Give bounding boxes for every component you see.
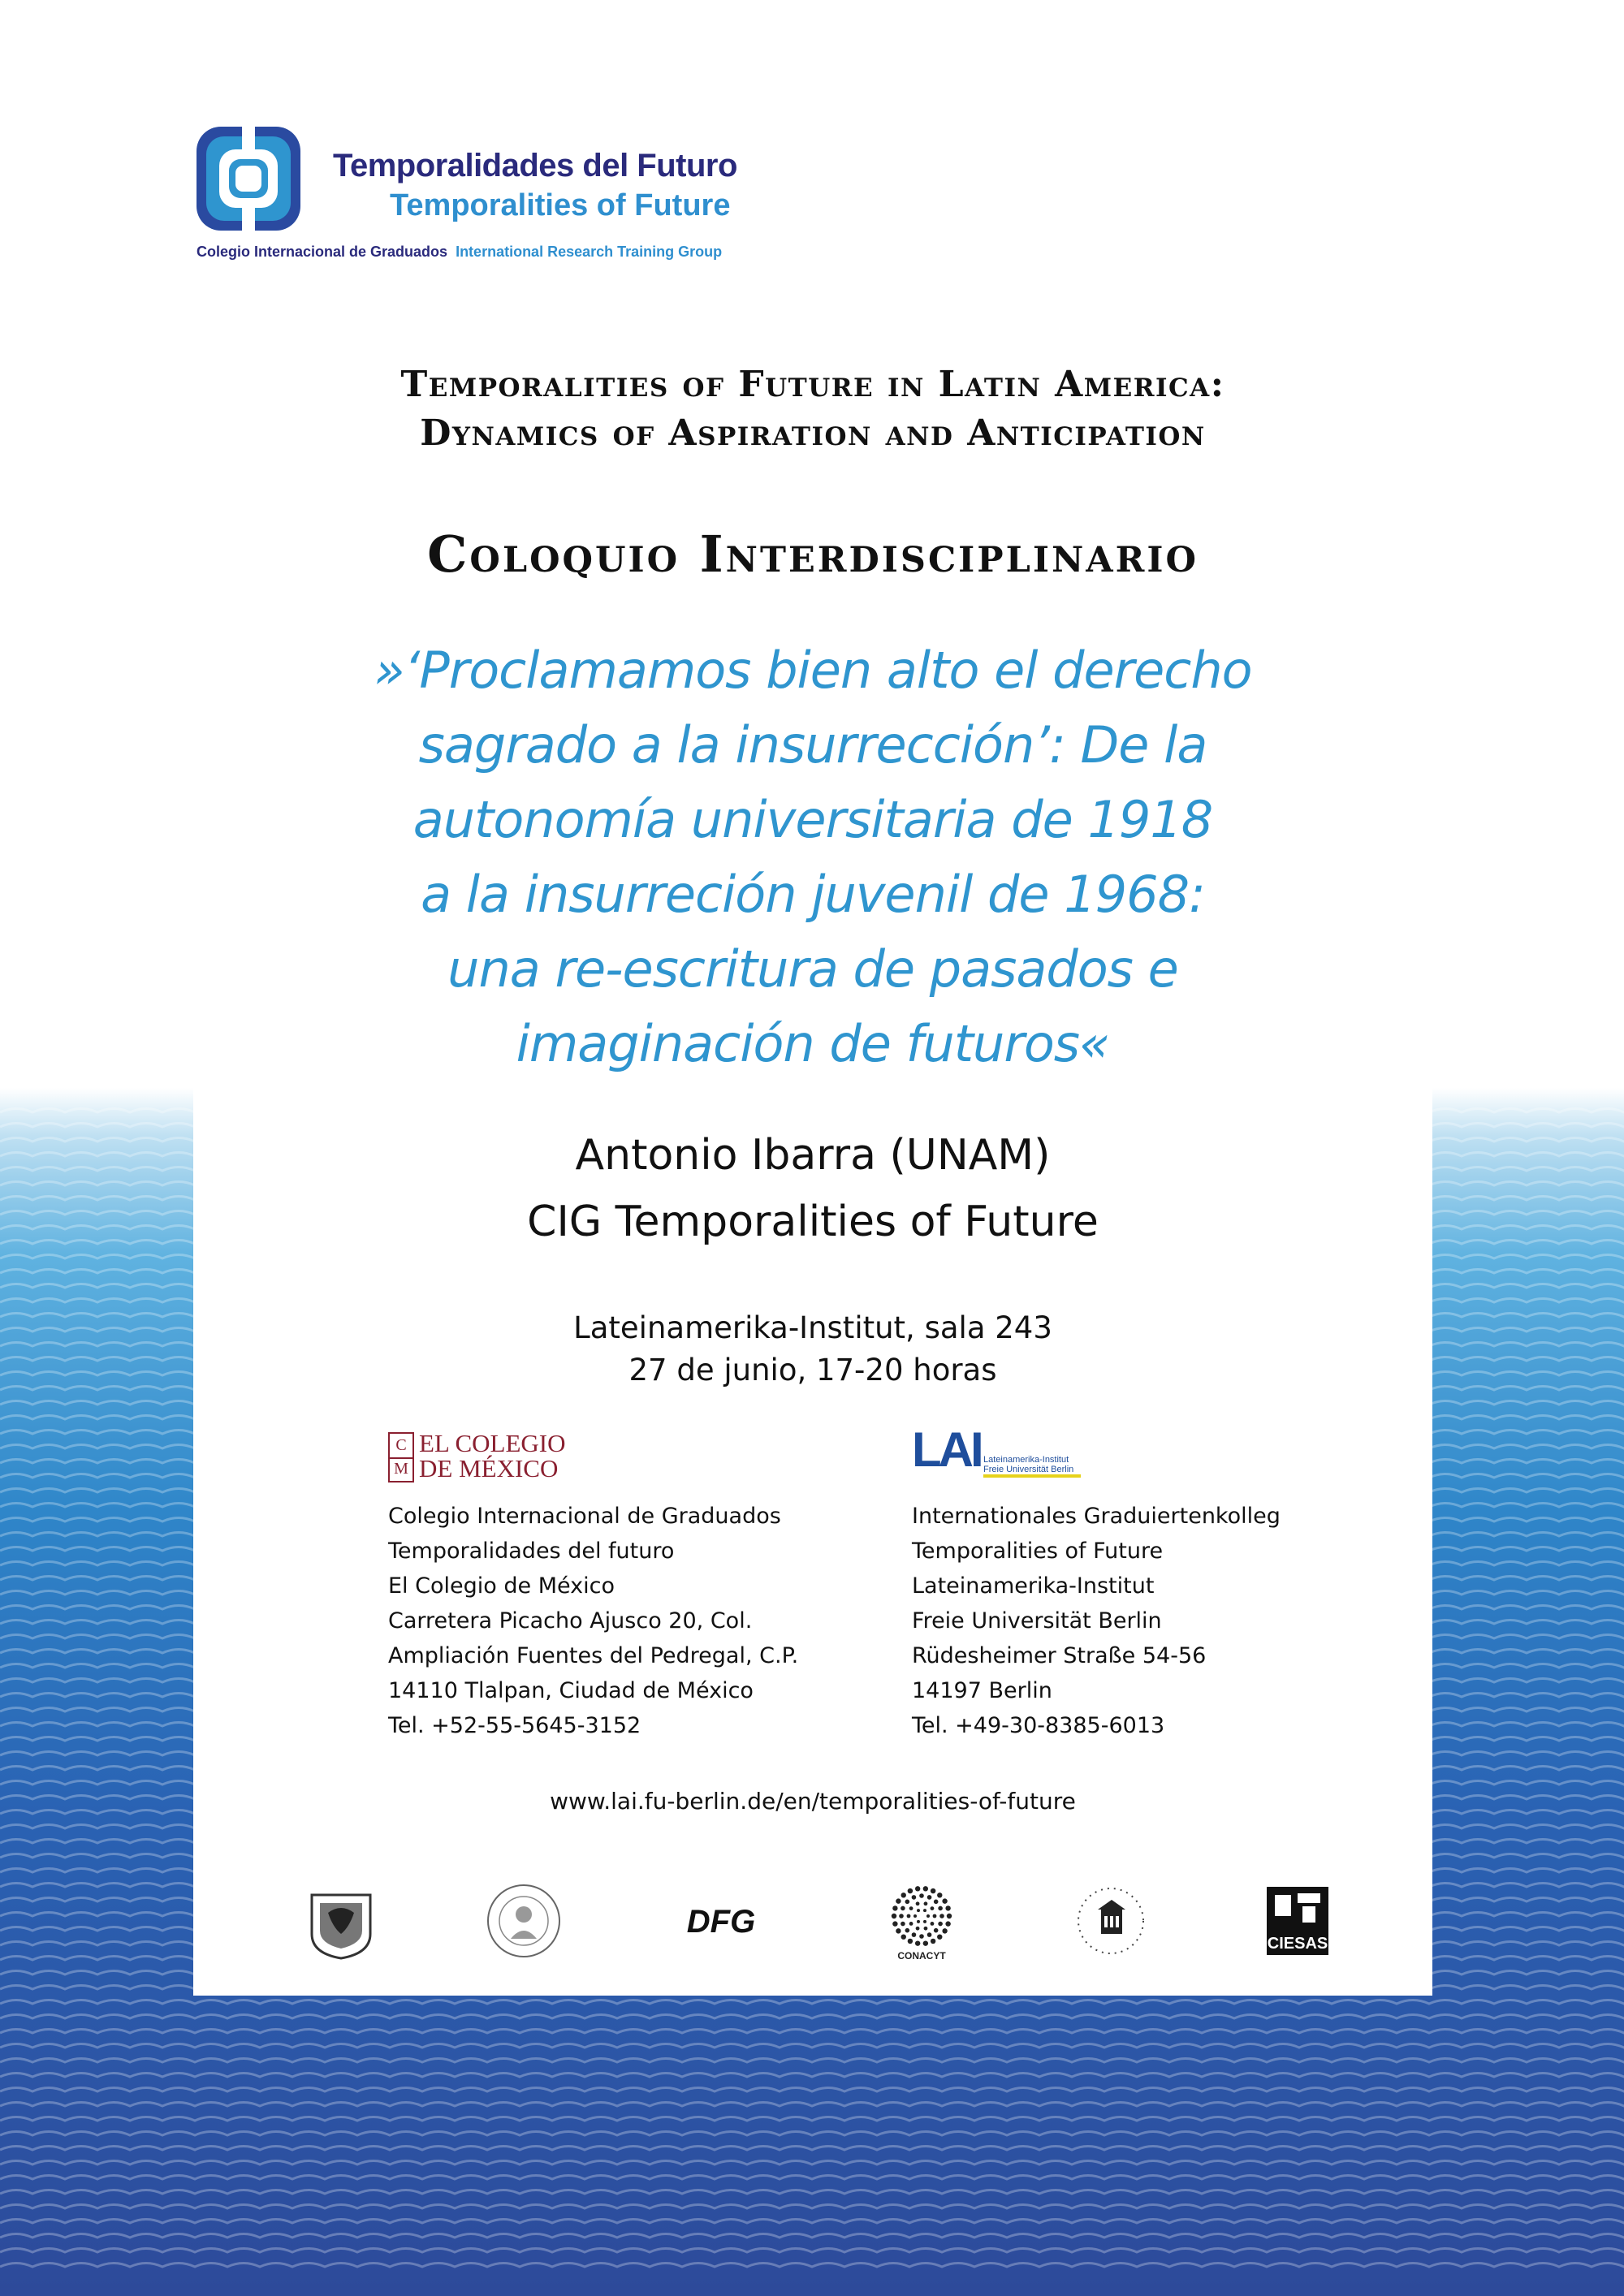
conacyt-dot	[923, 1909, 926, 1912]
wave-line	[0, 2044, 1624, 2048]
talk-title-line: »‘Proclamamos bien alto el derecho	[374, 641, 1252, 700]
conacyt-dot	[919, 1934, 924, 1939]
event-type-heading: Coloquio Interdisciplinario	[427, 524, 1199, 584]
unam-seal-icon	[300, 1880, 382, 1962]
conacyt-dot	[907, 1914, 911, 1918]
talk-title	[193, 633, 1432, 1081]
series-title-line1: Temporalities of Future in Latin America:	[400, 364, 1225, 405]
conacyt-dot	[901, 1922, 905, 1927]
wave-line	[0, 2220, 1624, 2224]
conacyt-dot	[915, 1886, 920, 1891]
colmex-logo	[388, 1429, 583, 1482]
venue-block	[193, 1307, 1432, 1392]
wave-line	[0, 2074, 1624, 2078]
wave-line	[0, 2103, 1624, 2107]
wave-line	[0, 2088, 1624, 2092]
conacyt-dot	[947, 1914, 952, 1918]
conacyt-dot	[937, 1892, 942, 1897]
conacyt-dot	[931, 1939, 935, 1944]
conacyt-dot	[896, 1898, 901, 1903]
logo-subtitle-es: Colegio Internacional de Graduados	[197, 244, 448, 260]
conacyt-dot	[917, 1909, 920, 1912]
conacyt-dot	[934, 1928, 939, 1933]
wave-line	[0, 2176, 1624, 2180]
lai-logo-sub1: Lateinamerika-Institut	[983, 1455, 1069, 1465]
conacyt-dot	[892, 1921, 897, 1926]
conacyt-dot	[942, 1898, 947, 1903]
website-link[interactable]: www.lai.fu-berlin.de/en/temporalities-of-future	[550, 1788, 1076, 1815]
conacyt-dot	[909, 1906, 914, 1910]
address-line: Lateinamerika-Institut	[912, 1573, 1155, 1599]
partner-logos	[193, 1880, 1432, 1962]
colmex-logo-letter: M	[394, 1460, 408, 1478]
address-line: Internationales Graduiertenkolleg	[912, 1504, 1281, 1529]
conacyt-dot	[945, 1921, 950, 1926]
conacyt-dot	[912, 1932, 917, 1937]
conacyt-dot	[927, 1895, 932, 1900]
conacyt-dot	[916, 1927, 920, 1931]
venue-place: Lateinamerika-Institut, sala 243	[573, 1310, 1052, 1345]
logo-subtitle-en: International Research Training Group	[456, 244, 723, 260]
conacyt-dot	[905, 1928, 910, 1933]
ciesas-logo-text: CIESAS	[1267, 1935, 1328, 1953]
logo-title-en: Temporalities of Future	[390, 188, 731, 222]
address-mexico	[388, 1431, 798, 1743]
wave-line	[0, 2000, 1624, 2005]
conacyt-dot	[896, 1928, 901, 1933]
conacyt-dot	[919, 1893, 924, 1898]
colmex-logo-box	[388, 1432, 414, 1482]
lai-logo	[912, 1422, 1107, 1479]
wave-line	[0, 2117, 1624, 2121]
conacyt-dot	[939, 1914, 944, 1918]
conacyt-dot	[912, 1895, 917, 1900]
conacyt-logo-text: CONACYT	[897, 1950, 946, 1962]
wave-line	[0, 2264, 1624, 2268]
conacyt-dot	[909, 1922, 914, 1926]
conacyt-dot	[901, 1892, 906, 1897]
wave-line	[0, 2190, 1624, 2195]
ciesas-logo-icon	[1257, 1880, 1338, 1962]
address-line: Freie Universität Berlin	[912, 1608, 1162, 1634]
conacyt-dot	[899, 1914, 904, 1918]
address-line: 14110 Tlalpan, Ciudad de México	[388, 1678, 754, 1703]
conacyt-logo-icon	[881, 1880, 962, 1962]
phone-berlin: Tel. +49-30-8385-6013	[912, 1713, 1165, 1738]
series-title-line2: Dynamics of Aspiration and Anticipation	[420, 412, 1206, 454]
conacyt-dot	[937, 1934, 942, 1939]
wave-line	[0, 2132, 1624, 2136]
wave-line	[0, 2015, 1624, 2019]
wave-line	[0, 2161, 1624, 2165]
speaker-affiliation: CIG Temporalities of Future	[527, 1198, 1099, 1246]
conacyt-dot	[923, 1940, 928, 1945]
conacyt-dot	[933, 1914, 937, 1918]
lai-logo-subtitle	[983, 1455, 1073, 1474]
colmex-logo-line1: EL COLEGIO	[419, 1429, 566, 1457]
speaker-block	[193, 1122, 1432, 1255]
conacyt-dot	[916, 1901, 920, 1905]
logo-subtitle	[197, 244, 722, 261]
conacyt-dot	[915, 1940, 920, 1945]
address-line: Rüdesheimer Straße 54-56	[912, 1643, 1207, 1668]
wave-line	[0, 2249, 1624, 2253]
conacyt-dot	[908, 1939, 913, 1944]
phone-mexico: Tel. +52-55-5645-3152	[388, 1713, 641, 1738]
conacyt-dot	[908, 1888, 913, 1893]
talk-title-line: una re-escritura de pasados e	[447, 939, 1178, 999]
conacyt-dot	[927, 1932, 932, 1937]
conacyt-dot	[938, 1922, 943, 1927]
temporalities-logo	[195, 122, 780, 268]
talk-title-line: autonomía universitaria de 1918	[412, 790, 1213, 849]
talk-title-line: sagrado a la insurrección’: De la	[418, 715, 1207, 775]
humboldt-university-seal-icon	[483, 1880, 564, 1962]
talk-title-line: a la insurreción juvenil de 1968:	[421, 865, 1205, 924]
wave-line	[0, 2147, 1624, 2151]
dfg-logo-text: DFG	[686, 1904, 756, 1940]
colmex-logo-line2: DE MÉXICO	[419, 1454, 559, 1482]
conacyt-dot	[931, 1906, 935, 1910]
address-line: Ampliación Fuentes del Pedregal, C.P.	[388, 1643, 799, 1668]
conacyt-dot	[901, 1906, 905, 1911]
address-line: Temporalities of Future	[912, 1539, 1164, 1564]
conacyt-dot	[901, 1934, 906, 1939]
conacyt-dot	[931, 1888, 935, 1893]
address-mexico-lines	[388, 1499, 798, 1743]
conacyt-dot	[945, 1905, 950, 1910]
conacyt-dot	[923, 1886, 928, 1891]
colmex-logo-text	[419, 1431, 566, 1481]
speaker-name: Antonio Ibarra (UNAM)	[575, 1131, 1051, 1180]
wave-line	[0, 2059, 1624, 2063]
address-line: 14197 Berlin	[912, 1678, 1052, 1703]
address-line: Temporalidades del futuro	[388, 1539, 675, 1564]
wave-line	[0, 2205, 1624, 2209]
dfg-logo-icon	[680, 1880, 762, 1962]
conacyt-dot	[923, 1920, 926, 1923]
potsdam-university-seal-icon	[1070, 1880, 1151, 1962]
lai-logo-bar	[983, 1474, 1081, 1478]
conacyt-dot	[924, 1927, 928, 1931]
conacyt-dot	[914, 1914, 917, 1918]
conacyt-dot	[905, 1900, 910, 1905]
address-line: Carretera Picacho Ajusco 20, Col.	[388, 1608, 753, 1634]
talk-title-line: imaginación de futuros«	[516, 1014, 1110, 1073]
address-berlin	[912, 1422, 1281, 1743]
colmex-logo-letter: C	[390, 1434, 412, 1459]
venue-datetime: 27 de junio, 17-20 horas	[628, 1353, 997, 1388]
lai-logo-sub2: Freie Universität Berlin	[983, 1465, 1074, 1474]
conacyt-dot	[892, 1914, 896, 1918]
conacyt-dot	[938, 1906, 943, 1911]
wave-line	[0, 2234, 1624, 2238]
conacyt-dot	[931, 1922, 935, 1926]
series-title	[193, 360, 1432, 458]
logo-title-es: Temporalidades del Futuro	[333, 148, 737, 183]
address-line: El Colegio de México	[388, 1573, 615, 1599]
conacyt-dot	[926, 1914, 930, 1918]
conacyt-dot	[934, 1900, 939, 1905]
conacyt-dot	[917, 1920, 920, 1923]
conacyt-dot	[924, 1901, 928, 1905]
wave-line	[0, 2030, 1624, 2034]
conacyt-dot	[892, 1905, 897, 1910]
conacyt-dot	[942, 1928, 947, 1933]
address-berlin-lines	[912, 1499, 1281, 1743]
lai-logo-mark: LAI	[912, 1422, 981, 1477]
address-line: Colegio Internacional de Graduados	[388, 1504, 781, 1529]
temporalities-logo-mark	[195, 122, 309, 235]
